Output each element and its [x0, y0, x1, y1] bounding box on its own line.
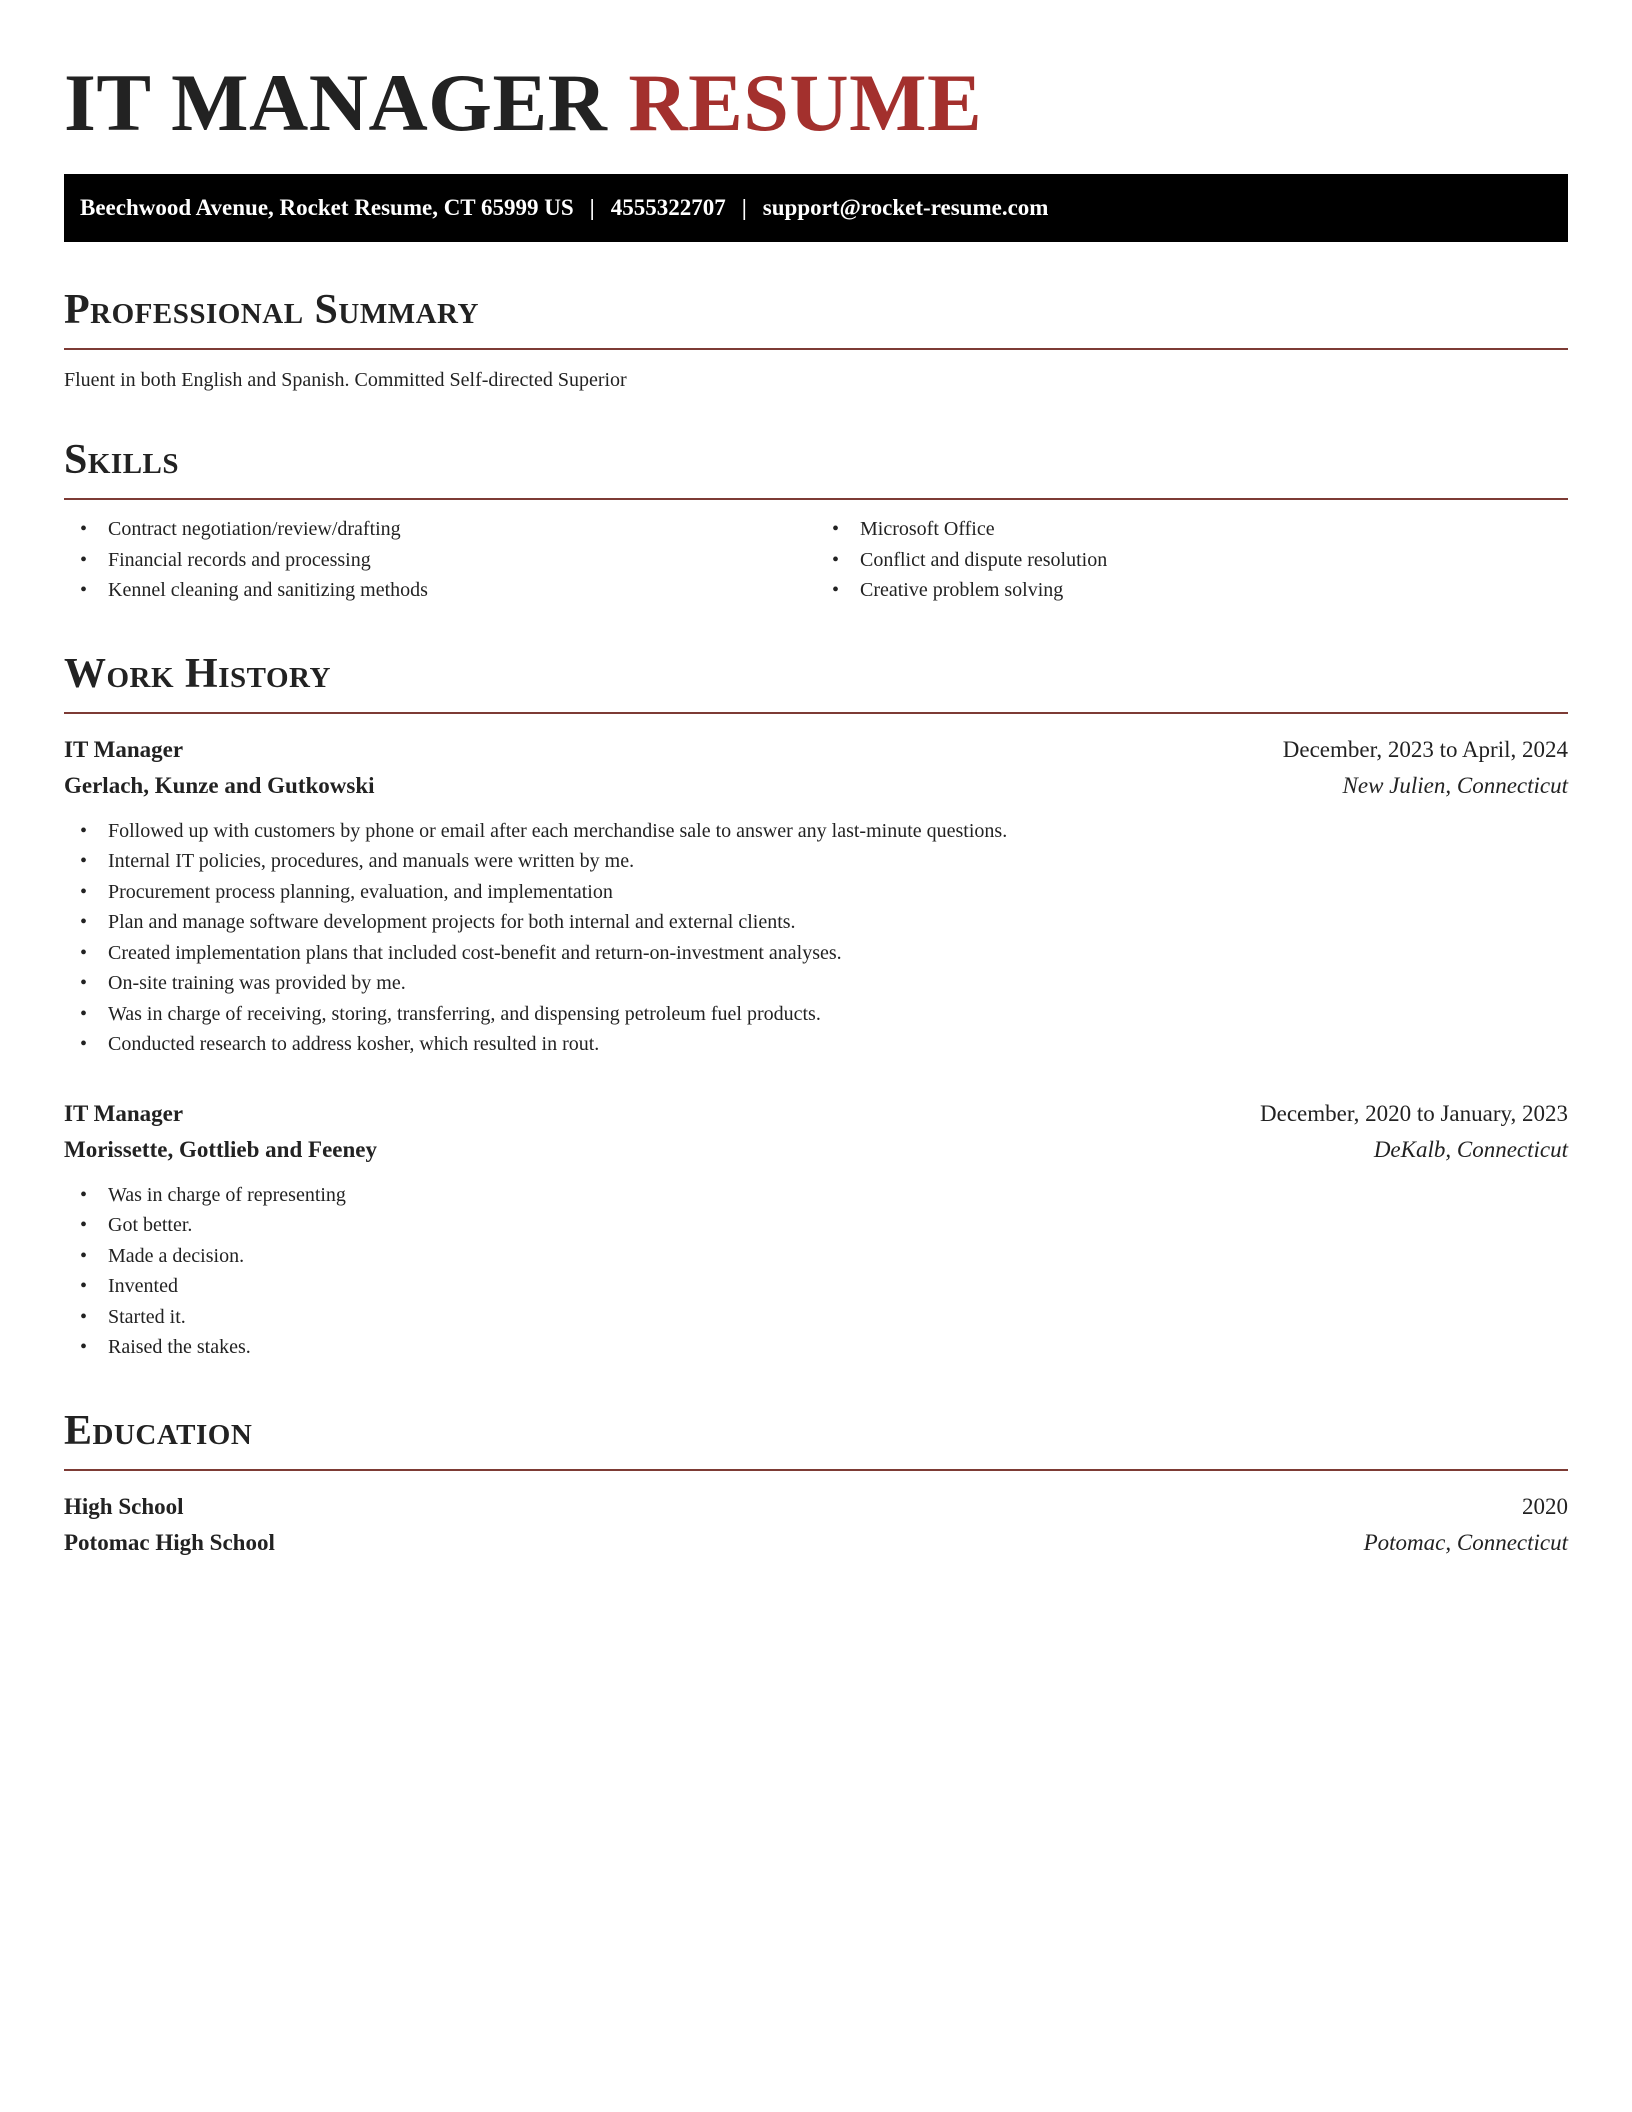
job-location: New Julien, Connecticut: [1342, 772, 1568, 798]
job-entry: [64, 732, 1568, 1060]
education-school: Potomac High School: [64, 1529, 275, 1555]
section-divider: [64, 498, 1568, 500]
job-duty: • Conducted research to address kosher, which resulted in rout.: [64, 1029, 1568, 1060]
job-duty: • Plan and manage software development projects for both internal and external clients.: [64, 907, 1568, 938]
skill-item: • Contract negotiation/review/drafting: [64, 514, 816, 545]
job-duty: • Started it.: [64, 1302, 1568, 1333]
education-degree: High School: [64, 1493, 184, 1519]
work-history-section: [64, 650, 1568, 1363]
contact-phone: 4555322707: [610, 195, 726, 220]
contact-address: Beechwood Avenue, Rocket Resume, CT 65999 US: [80, 195, 574, 220]
education-location: Potomac, Connecticut: [1363, 1529, 1568, 1555]
summary-section: [64, 286, 1568, 392]
skill-item: • Conflict and dispute resolution: [816, 545, 1568, 576]
job-header-row: [64, 1096, 1568, 1132]
skills-column-left: [64, 514, 816, 606]
job-duty: • Internal IT policies, procedures, and manuals were written by me.: [64, 846, 1568, 877]
job-title: IT Manager: [64, 736, 184, 762]
summary-heading: Professional Summary: [64, 287, 479, 333]
job-header-row: [64, 732, 1568, 768]
summary-text: Fluent in both English and Spanish. Committed Self-directed Superior: [64, 369, 627, 391]
job-title: IT Manager: [64, 1100, 184, 1126]
contact-email: support@rocket-resume.com: [762, 195, 1049, 220]
job-duty: • Procurement process planning, evaluation, and implementation: [64, 877, 1568, 908]
education-heading: Education: [64, 1407, 253, 1454]
job-duty: • Was in charge of receiving, storing, transferring, and dispensing petroleum fuel products.: [64, 999, 1568, 1030]
job-company: Morissette, Gottlieb and Feeney: [64, 1136, 377, 1162]
education-year: 2020: [1522, 1493, 1568, 1519]
job-duties-list: [64, 816, 1568, 1060]
job-duty: • Invented: [64, 1271, 1568, 1302]
section-divider: [64, 348, 1568, 350]
contact-bar: [64, 174, 1568, 242]
job-duty: • Raised the stakes.: [64, 1332, 1568, 1363]
skills-grid: [64, 514, 1568, 606]
job-duty: • Made a decision.: [64, 1241, 1568, 1272]
skills-list-right: [816, 514, 1568, 606]
job-location: DeKalb, Connecticut: [1373, 1136, 1568, 1162]
resume-title: [64, 52, 1568, 154]
job-company-row: [64, 1132, 1568, 1168]
job-company-row: [64, 768, 1568, 804]
skill-item: • Creative problem solving: [816, 575, 1568, 606]
education-header-row: [64, 1489, 1568, 1525]
work-history-heading: Work History: [64, 650, 331, 697]
job-entry: [64, 1096, 1568, 1363]
job-company: Gerlach, Kunze and Gutkowski: [64, 772, 375, 798]
skill-item: • Kennel cleaning and sanitizing methods: [64, 575, 816, 606]
contact-separator: |: [741, 195, 747, 220]
job-duties-list: [64, 1180, 1568, 1363]
job-dates: December, 2020 to January, 2023: [1260, 1100, 1568, 1126]
section-divider: [64, 712, 1568, 714]
job-duty: • Followed up with customers by phone or email after each merchandise sale to answer any last-minute questions.: [64, 816, 1568, 847]
skills-heading: Skills: [64, 437, 180, 483]
title-main: IT MANAGER: [64, 57, 608, 148]
job-duty: • Was in charge of representing: [64, 1180, 1568, 1211]
job-dates: December, 2023 to April, 2024: [1282, 736, 1568, 762]
education-school-row: [64, 1525, 1568, 1561]
job-duty: • Created implementation plans that included cost-benefit and return-on-investment analyses.: [64, 938, 1568, 969]
skills-section: [64, 436, 1568, 606]
skills-list-left: [64, 514, 816, 606]
skill-item: • Financial records and processing: [64, 545, 816, 576]
skill-item: • Microsoft Office: [816, 514, 1568, 545]
education-entry: [64, 1489, 1568, 1561]
job-duty: • Got better.: [64, 1210, 1568, 1241]
education-section: [64, 1407, 1568, 1561]
job-duty: • On-site training was provided by me.: [64, 968, 1568, 999]
skills-column-right: [816, 514, 1568, 606]
section-divider: [64, 1469, 1568, 1471]
title-accent: RESUME: [628, 57, 983, 148]
contact-separator: |: [589, 195, 595, 220]
